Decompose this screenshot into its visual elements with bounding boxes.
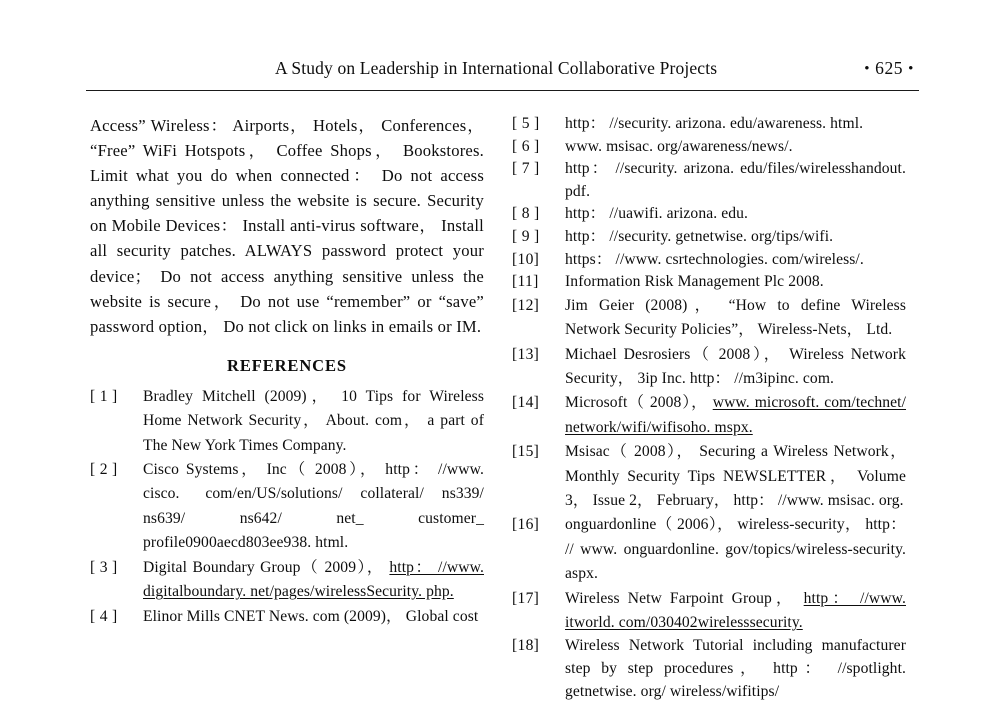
reference-item [90, 556, 484, 605]
reference-number: [ 6 ] [512, 137, 540, 155]
reference-text: Cisco Systems， Inc（ 2008）， http： //www. cisco. com/en/US/solutions/ collateral/ ns339/ ns639/ ns642/ net_ customer_ profile0900aecd803ee938. html. [143, 461, 484, 552]
reference-number: [ 7 ] [512, 160, 540, 178]
reference-number: [10] [512, 250, 540, 268]
reference-text [565, 394, 906, 435]
folio-left-dot: • [864, 61, 871, 77]
reference-number: [16] [512, 516, 540, 534]
reference-text: www. msisac. org/awareness/news/. [565, 137, 793, 155]
right-column [512, 113, 907, 700]
reference-text-prefix: Microsoft（ 2008）， [565, 394, 713, 412]
page-title: A Study on Leadership in International Collaborative Projects [275, 58, 718, 78]
reference-item [90, 385, 484, 458]
reference-item [512, 391, 906, 440]
reference-text: Elinor Mills CNET News. com (2009)， Global cost [143, 607, 479, 625]
reference-number: [ 3 ] [90, 558, 118, 576]
reference-number: [ 2 ] [90, 461, 118, 479]
reference-url-link[interactable]: http： //www. itworld. com/030402wirelesssecurity. [565, 589, 906, 632]
reference-url-link[interactable]: www. microsoft. com/technet/ network/wifi/wifisoho. mspx. [565, 394, 907, 436]
page-header [85, 58, 920, 88]
reference-text-prefix: Digital Boundary Group（ 2009）， [143, 558, 390, 576]
reference-item [512, 343, 906, 392]
folio-right-dot: • [908, 61, 914, 77]
two-column-body [0, 113, 1000, 700]
reference-text: Wireless Network Tutorial including manufacturer step by step procedures， http： //spotlight. getnetwise. org/ wireless/wifitips/ [565, 637, 906, 700]
reference-item [512, 294, 906, 343]
reference-item [512, 136, 906, 159]
reference-item [512, 249, 906, 272]
reference-text [143, 559, 484, 600]
reference-number: [11] [512, 273, 539, 291]
reference-item [512, 513, 906, 586]
reference-text: Msisac（ 2008）， Securing a Wireless Network， Monthly Security Tips NEWSLETTER， Volume 3， Issue 2， February， http： //www. msisac. org. [565, 443, 906, 509]
reference-number: [ 8 ] [512, 205, 540, 223]
reference-item [512, 635, 906, 703]
body-paragraph: Access” Wireless： Airports， Hotels， Conferences， “Free” WiFi Hotspots， Coffee Shops， Bookstores. Limit what you do when connected： Do not access anything sensitive unless the website is secure. Security on Mobile Devices： Install anti-virus software， Install all security patches. ALWAYS password protect your device； Do not access anything sensitive unless the website is secure， Do not use “remember” or “save” password option， Do not click on links in emails or IM. [90, 116, 484, 336]
page-number [864, 58, 914, 79]
reference-number: [ 9 ] [512, 227, 540, 245]
reference-item [512, 113, 906, 136]
reference-number: [14] [512, 394, 540, 412]
reference-item [90, 605, 484, 629]
reference-text: http： //security. getnetwise. org/tips/wifi. [565, 227, 834, 245]
reference-number: [18] [512, 637, 540, 655]
reference-text: Information Risk Management Plc 2008. [565, 273, 824, 291]
reference-number: [15] [512, 443, 540, 461]
left-column [90, 113, 484, 625]
reference-item [512, 440, 906, 513]
reference-text: https： //www. csrtechnologies. com/wireless/. [565, 250, 864, 268]
reference-text: http： //security. arizona. edu/awareness. html. [565, 115, 864, 132]
folio-number: 625 [875, 58, 904, 78]
reference-number: [ 5 ] [512, 115, 540, 132]
reference-text: Michael Desrosiers（ 2008）， Wireless Network Security， 3ip Inc. http： //m3ipinc. com. [565, 345, 906, 387]
reference-url-link[interactable]: http： //www. digitalboundary. net/pages/wirelessSecurity. php. [143, 558, 484, 601]
reference-item [512, 587, 906, 636]
reference-item [512, 203, 906, 226]
reference-text: http： //uawifi. arizona. edu. [565, 205, 749, 223]
reference-text: onguardonline（ 2006）， wireless-security， http： // www. onguardonline. gov/topics/wireless-security. aspx. [565, 516, 906, 583]
reference-number: [12] [512, 296, 540, 314]
reference-item [512, 158, 906, 203]
reference-text [565, 590, 906, 631]
reference-number: [ 1 ] [90, 387, 118, 405]
references-heading: REFERENCES [227, 355, 347, 375]
reference-item [512, 271, 906, 294]
reference-number: [13] [512, 345, 540, 363]
reference-number: [17] [512, 589, 540, 607]
reference-text: Jim Geier (2008)， “How to define Wireless Network Security Policies”， Wireless-Nets， Ltd. [565, 296, 906, 339]
reference-text: http： //security. arizona. edu/files/wirelesshandout. pdf. [565, 160, 906, 200]
reference-text: Bradley Mitchell (2009)， 10 Tips for Wireless Home Network Security， About. com， a part of The New York Times Company. [143, 387, 484, 454]
reference-text-prefix: Wireless Netw Farpoint Group， [565, 589, 804, 607]
header-divider-rule [86, 90, 919, 91]
reference-item [90, 458, 484, 556]
reference-number: [ 4 ] [90, 607, 118, 625]
references-list-right [512, 113, 906, 703]
reference-item [512, 226, 906, 249]
references-list-left [90, 385, 484, 629]
